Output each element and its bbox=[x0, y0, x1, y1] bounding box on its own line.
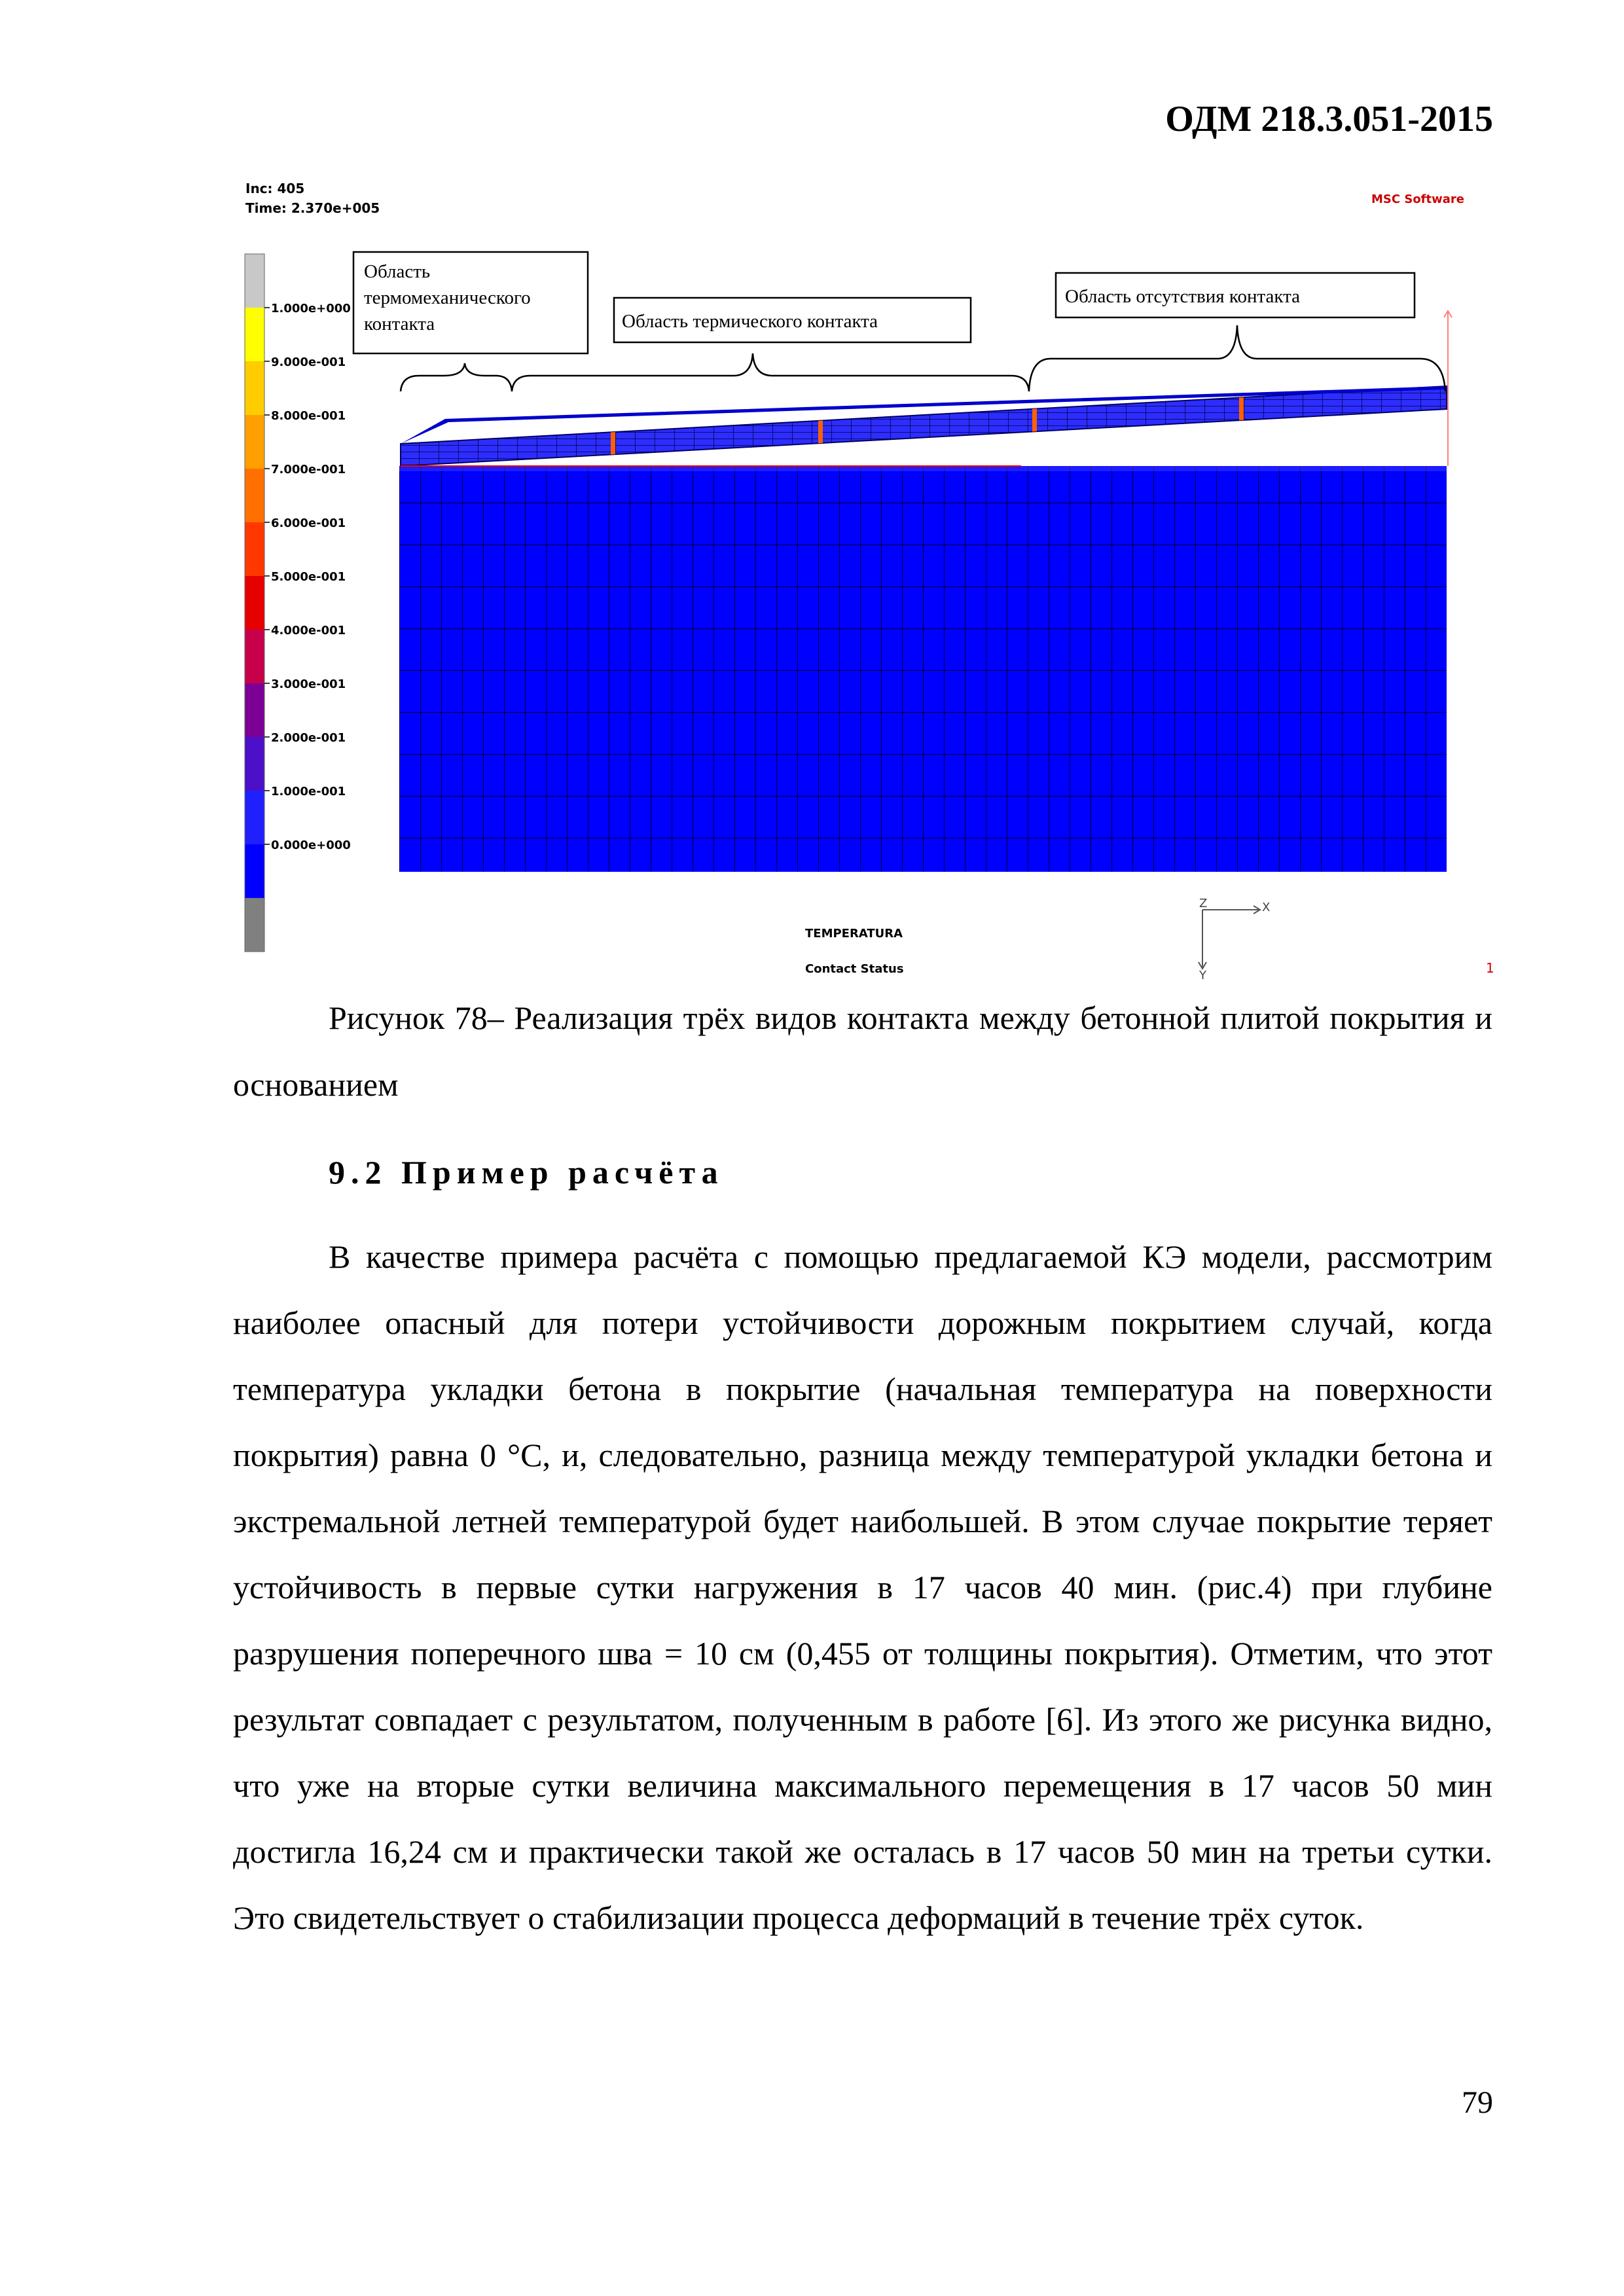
time-label: Time: 2.370e+005 bbox=[245, 200, 380, 216]
legend-swatch bbox=[245, 415, 264, 469]
annotation-no-contact bbox=[1029, 273, 1445, 391]
legend-label: 6.000e-001 bbox=[271, 516, 346, 530]
legend-label: 8.000e-001 bbox=[271, 409, 346, 423]
legend-swatch bbox=[245, 469, 264, 522]
axis-z-label: Z bbox=[1199, 897, 1208, 910]
variable-label: TEMPERATURA bbox=[805, 927, 903, 941]
annotation-line: термомеханического bbox=[364, 287, 531, 308]
legend-swatch bbox=[245, 308, 264, 361]
inc-label: Inc: 405 bbox=[245, 181, 305, 196]
axis-x-label: X bbox=[1262, 901, 1271, 914]
legend-swatch bbox=[245, 522, 264, 576]
legend-swatch bbox=[245, 361, 264, 415]
body-paragraph: В качестве примера расчёта с помощью предлагаемой КЭ модели, рассмотрим наиболее опасный для потери устойчивости дорожным покрытием случай, когда температура укладки бетона в покрытие (начальная температура на поверхности покрытия) равна 0 °С, и, следовательно, разница между температурой укладки бетона и экстремальной летней температурой будет наибольшей. В этом случае покрытие теряет устойчивость в первые сутки нагружения в 17 часов 40 мин. (рис.4) при глубине разрушения поперечного шва = 10 см (0,455 от толщины покрытия). Отметим, что этот результат совпадает с результатом, полученным в работе [6]. Из этого же рисунка видно, что уже на вторые сутки величина максимального перемещения в 17 часов 50 мин достигла 16,24 см и практически такой же осталась в 17 часов 50 мин на третьи сутки. Это свидетельствует о стабилизации процесса деформаций в течение трёх суток. bbox=[233, 1238, 1492, 1936]
document-code: ОДМ 218.3.051-2015 bbox=[1165, 99, 1493, 139]
legend-label: 4.000e-001 bbox=[271, 624, 346, 637]
annotation-line: Область bbox=[364, 261, 431, 282]
legend-label: 1.000e-001 bbox=[271, 785, 346, 798]
legend-colorbar bbox=[245, 254, 264, 952]
contact-status-label: Contact Status bbox=[805, 962, 904, 976]
msc-logo: MSC Software bbox=[1371, 192, 1464, 206]
legend-label: 2.000e-001 bbox=[271, 731, 346, 745]
legend-swatch bbox=[245, 791, 264, 844]
legend-labels bbox=[264, 302, 351, 852]
fea-figure bbox=[0, 0, 1624, 995]
legend-swatch bbox=[245, 576, 264, 630]
legend-label: 7.000e-001 bbox=[271, 463, 346, 476]
legend-swatch bbox=[245, 898, 264, 952]
legend-swatch bbox=[245, 683, 264, 737]
legend-swatch bbox=[245, 630, 264, 683]
legend-label: 0.000e+000 bbox=[271, 838, 351, 852]
axis-y-label: Y bbox=[1199, 969, 1206, 982]
legend-swatch bbox=[245, 844, 264, 898]
contact-index: 1 bbox=[1486, 960, 1494, 976]
axis-triad bbox=[1199, 897, 1270, 982]
figure-caption: Рисунок 78– Реализация трёх видов контакта между бетонной плитой покрытия и основанием bbox=[233, 999, 1492, 1103]
annotation-line: Область отсутствия контакта bbox=[1065, 286, 1300, 307]
annotation-line: контакта bbox=[364, 314, 435, 334]
foundation-mesh bbox=[399, 466, 1447, 872]
annotation-thermal bbox=[512, 298, 1029, 391]
legend-swatch bbox=[245, 254, 264, 308]
annotation-thermomechanical bbox=[353, 252, 588, 391]
legend-label: 9.000e-001 bbox=[271, 355, 346, 369]
legend-label: 1.000e+000 bbox=[271, 302, 351, 315]
legend-label: 5.000e-001 bbox=[271, 570, 346, 584]
page-number: 79 bbox=[1462, 2085, 1493, 2120]
legend-swatch bbox=[245, 737, 264, 791]
annotation-line: Область термического контакта bbox=[622, 311, 878, 332]
section-heading: 9.2 Пример расчёта bbox=[329, 1154, 724, 1191]
legend-label: 3.000e-001 bbox=[271, 677, 346, 691]
